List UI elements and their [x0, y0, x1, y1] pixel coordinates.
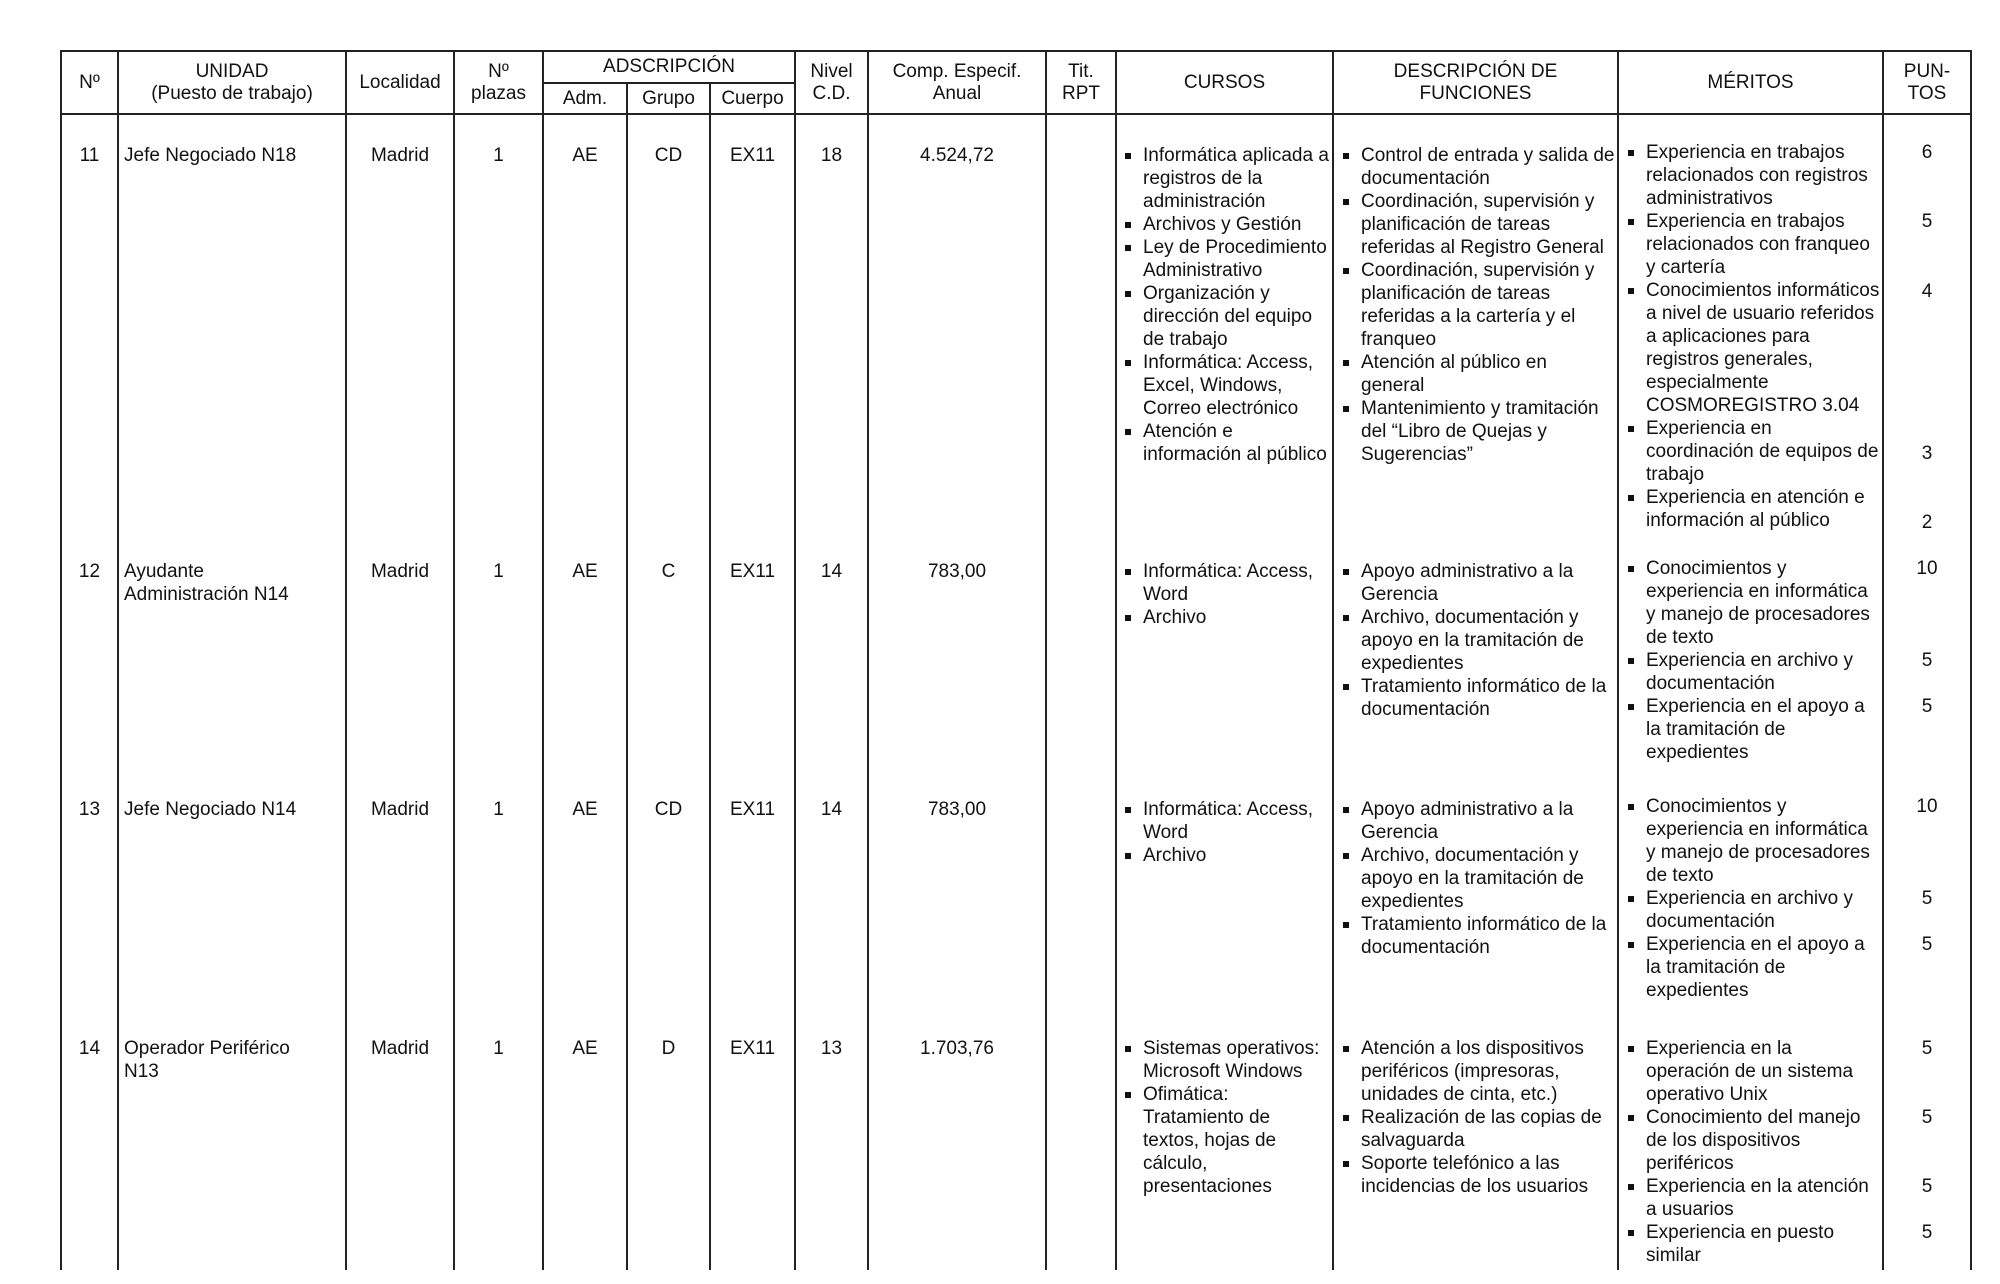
merito-item: Conocimiento del manejo de los dispositivos periféricos: [1622, 1106, 1872, 1175]
unidad: Jefe Negociado N14: [124, 799, 297, 820]
merito-item: Conocimientos y experiencia en informática y manejo de procesadores de texto: [1622, 557, 1872, 649]
comp-especif: 783,00: [927, 561, 987, 582]
col-border: [1115, 50, 1117, 1270]
comp-especif: 4.524,72: [920, 145, 994, 166]
curso-item: Archivos y Gestión: [1119, 213, 1329, 236]
merito-item: Conocimientos y experiencia en informática y manejo de procesadores de texto: [1622, 795, 1872, 887]
cursos-list: [1119, 560, 1329, 629]
funcion-item: Control de entrada y salida de documentación: [1337, 144, 1615, 190]
funcion-item: Apoyo administrativo a la Gerencia: [1337, 560, 1615, 606]
merito-item: Experiencia en archivo y documentación: [1622, 649, 1872, 695]
meritos-list: [1622, 795, 1872, 1002]
funcion-item: Tratamiento informático de la documentación: [1337, 913, 1615, 959]
curso-item: Ofimática: Tratamiento de textos, hojas de cálculo, presentaciones: [1119, 1083, 1329, 1198]
curso-item: Informática: Access, Word: [1119, 798, 1329, 844]
meritos-list: [1622, 141, 1880, 532]
col-border: [345, 50, 347, 1270]
adm: AE: [572, 145, 598, 166]
grupo: D: [661, 1038, 676, 1059]
puntos: 5: [1921, 1222, 1933, 1243]
puntos: 10: [1916, 796, 1938, 817]
puntos: 10: [1916, 558, 1938, 579]
nivel-cd: 14: [820, 561, 843, 582]
funcion-item: Archivo, documentación y apoyo en la tramitación de expedientes: [1337, 606, 1615, 675]
grupo: C: [661, 561, 676, 582]
cuerpo: EX11: [729, 561, 776, 582]
cursos-list: [1119, 144, 1329, 466]
header-meritos: MÉRITOS: [1707, 71, 1794, 93]
adm: AE: [572, 1038, 598, 1059]
merito-item: Experiencia en la operación de un sistema operativo Unix: [1622, 1037, 1872, 1106]
puntos: 3: [1921, 443, 1933, 464]
puntos: 6: [1921, 142, 1933, 163]
col-border: [794, 50, 796, 1270]
header-plazas: Nº plazas: [471, 60, 526, 104]
header-cuerpo: Cuerpo: [721, 87, 784, 109]
puntos: 5: [1921, 1107, 1933, 1128]
merito-item: Conocimientos informáticos a nivel de usuario referidos a aplicaciones para registros generales, especialmente COSMOREGISTRO 3.04: [1622, 279, 1880, 417]
curso-item: Archivo: [1119, 844, 1329, 867]
merito-item: Experiencia en archivo y documentación: [1622, 887, 1872, 933]
puntos: 2: [1921, 512, 1933, 533]
merito-item: Experiencia en coordinación de equipos de trabajo: [1622, 417, 1880, 486]
puntos: 5: [1921, 1038, 1933, 1059]
funcion-item: Archivo, documentación y apoyo en la tramitación de expedientes: [1337, 844, 1615, 913]
funcion-item: Coordinación, supervisión y planificación de tareas referidas a la cartería y el franqueo: [1337, 259, 1615, 351]
col-border: [1045, 50, 1047, 1270]
header-adm: Adm.: [562, 87, 608, 109]
adm: AE: [572, 561, 598, 582]
puntos: 5: [1921, 888, 1933, 909]
cursos-list: [1119, 798, 1329, 867]
header-comp-especif: Comp. Especif. Anual: [892, 60, 1022, 104]
curso-item: Informática: Access, Excel, Windows, Correo electrónico: [1119, 351, 1329, 420]
puntos: 5: [1921, 1176, 1933, 1197]
col-border: [1332, 50, 1334, 1270]
col-border: [867, 50, 869, 1270]
cuerpo: EX11: [729, 1038, 776, 1059]
header-funciones: DESCRIPCIÓN DE FUNCIONES: [1393, 60, 1558, 104]
row-number: 14: [78, 1038, 101, 1059]
grupo: CD: [654, 145, 683, 166]
funciones-list: [1337, 1037, 1615, 1198]
curso-item: Ley de Procedimiento Administrativo: [1119, 236, 1329, 282]
nivel-cd: 14: [820, 799, 843, 820]
funcion-item: Realización de las copias de salvaguarda: [1337, 1106, 1615, 1152]
comp-especif: 783,00: [927, 799, 987, 820]
header-localidad: Localidad: [359, 71, 441, 93]
col-border: [626, 82, 628, 1270]
curso-item: Archivo: [1119, 606, 1329, 629]
unidad: Operador Periférico N13: [124, 1038, 290, 1082]
merito-item: Experiencia en trabajos relacionados con registros administrativos: [1622, 141, 1880, 210]
curso-item: Informática: Access, Word: [1119, 560, 1329, 606]
col-border: [542, 50, 544, 1270]
nivel-cd: 18: [820, 145, 843, 166]
localidad: Madrid: [370, 1038, 430, 1059]
header-puntos: PUN- TOS: [1903, 60, 1951, 104]
unidad: Jefe Negociado N18: [124, 145, 297, 166]
header-unidad: UNIDAD (Puesto de trabajo): [151, 60, 313, 104]
header-nivel: Nivel C.D.: [810, 60, 853, 104]
merito-item: Experiencia en la atención a usuarios: [1622, 1175, 1872, 1221]
puntos: 5: [1921, 650, 1933, 671]
curso-item: Sistemas operativos: Microsoft Windows: [1119, 1037, 1329, 1083]
cursos-list: [1119, 1037, 1329, 1198]
funcion-item: Atención al público en general: [1337, 351, 1615, 397]
col-border: [117, 50, 119, 1270]
funcion-item: Tratamiento informático de la documentación: [1337, 675, 1615, 721]
merito-item: Experiencia en atención e información al público: [1622, 486, 1880, 532]
funciones-list: [1337, 798, 1615, 959]
funcion-item: Atención a los dispositivos periféricos (impresoras, unidades de cinta, etc.): [1337, 1037, 1615, 1106]
funciones-list: [1337, 560, 1615, 721]
grupo: CD: [654, 799, 683, 820]
localidad: Madrid: [370, 799, 430, 820]
col-border: [453, 50, 455, 1270]
header-tit-rpt: Tit. RPT: [1062, 60, 1100, 104]
funcion-item: Mantenimiento y tramitación del “Libro de Quejas y Sugerencias”: [1337, 397, 1615, 466]
header-adscripcion: ADSCRIPCIÓN: [603, 56, 735, 77]
adm: AE: [572, 799, 598, 820]
curso-item: Atención e información al público: [1119, 420, 1329, 466]
funcion-item: Apoyo administrativo a la Gerencia: [1337, 798, 1615, 844]
cuerpo: EX11: [729, 145, 776, 166]
funcion-item: Soporte telefónico a las incidencias de los usuarios: [1337, 1152, 1615, 1198]
unidad: Ayudante Administración N14: [124, 561, 289, 605]
col-border: [709, 82, 711, 1270]
localidad: Madrid: [370, 561, 430, 582]
plazas: 1: [493, 1038, 504, 1059]
cuerpo: EX11: [729, 799, 776, 820]
curso-item: Organización y dirección del equipo de trabajo: [1119, 282, 1329, 351]
plazas: 1: [493, 799, 504, 820]
nivel-cd: 13: [820, 1038, 843, 1059]
puntos: 5: [1921, 211, 1933, 232]
meritos-list: [1622, 557, 1872, 764]
row-number: 12: [78, 561, 101, 582]
merito-item: Experiencia en puesto similar: [1622, 1221, 1872, 1267]
curso-item: Informática aplicada a registros de la administración: [1119, 144, 1329, 213]
funcion-item: Coordinación, supervisión y planificación de tareas referidas al Registro General: [1337, 190, 1615, 259]
merito-item: Experiencia en el apoyo a la tramitación de expedientes: [1622, 695, 1872, 764]
puntos: 4: [1921, 281, 1933, 302]
localidad: Madrid: [370, 145, 430, 166]
plazas: 1: [493, 561, 504, 582]
row-number: 13: [78, 799, 101, 820]
comp-especif: 1.703,76: [920, 1038, 994, 1059]
meritos-list: [1622, 1037, 1872, 1267]
header-n: Nº: [79, 71, 100, 93]
puntos: 5: [1921, 696, 1933, 717]
header-cursos: CURSOS: [1183, 71, 1266, 93]
row-number: 11: [79, 145, 100, 166]
merito-item: Experiencia en trabajos relacionados con franqueo y cartería: [1622, 210, 1880, 279]
merito-item: Experiencia en el apoyo a la tramitación de expedientes: [1622, 933, 1872, 1002]
col-border: [1617, 50, 1619, 1270]
plazas: 1: [493, 145, 504, 166]
header-grupo: Grupo: [642, 87, 695, 109]
funciones-list: [1337, 144, 1615, 466]
col-border: [60, 50, 62, 1270]
puntos: 5: [1921, 934, 1933, 955]
